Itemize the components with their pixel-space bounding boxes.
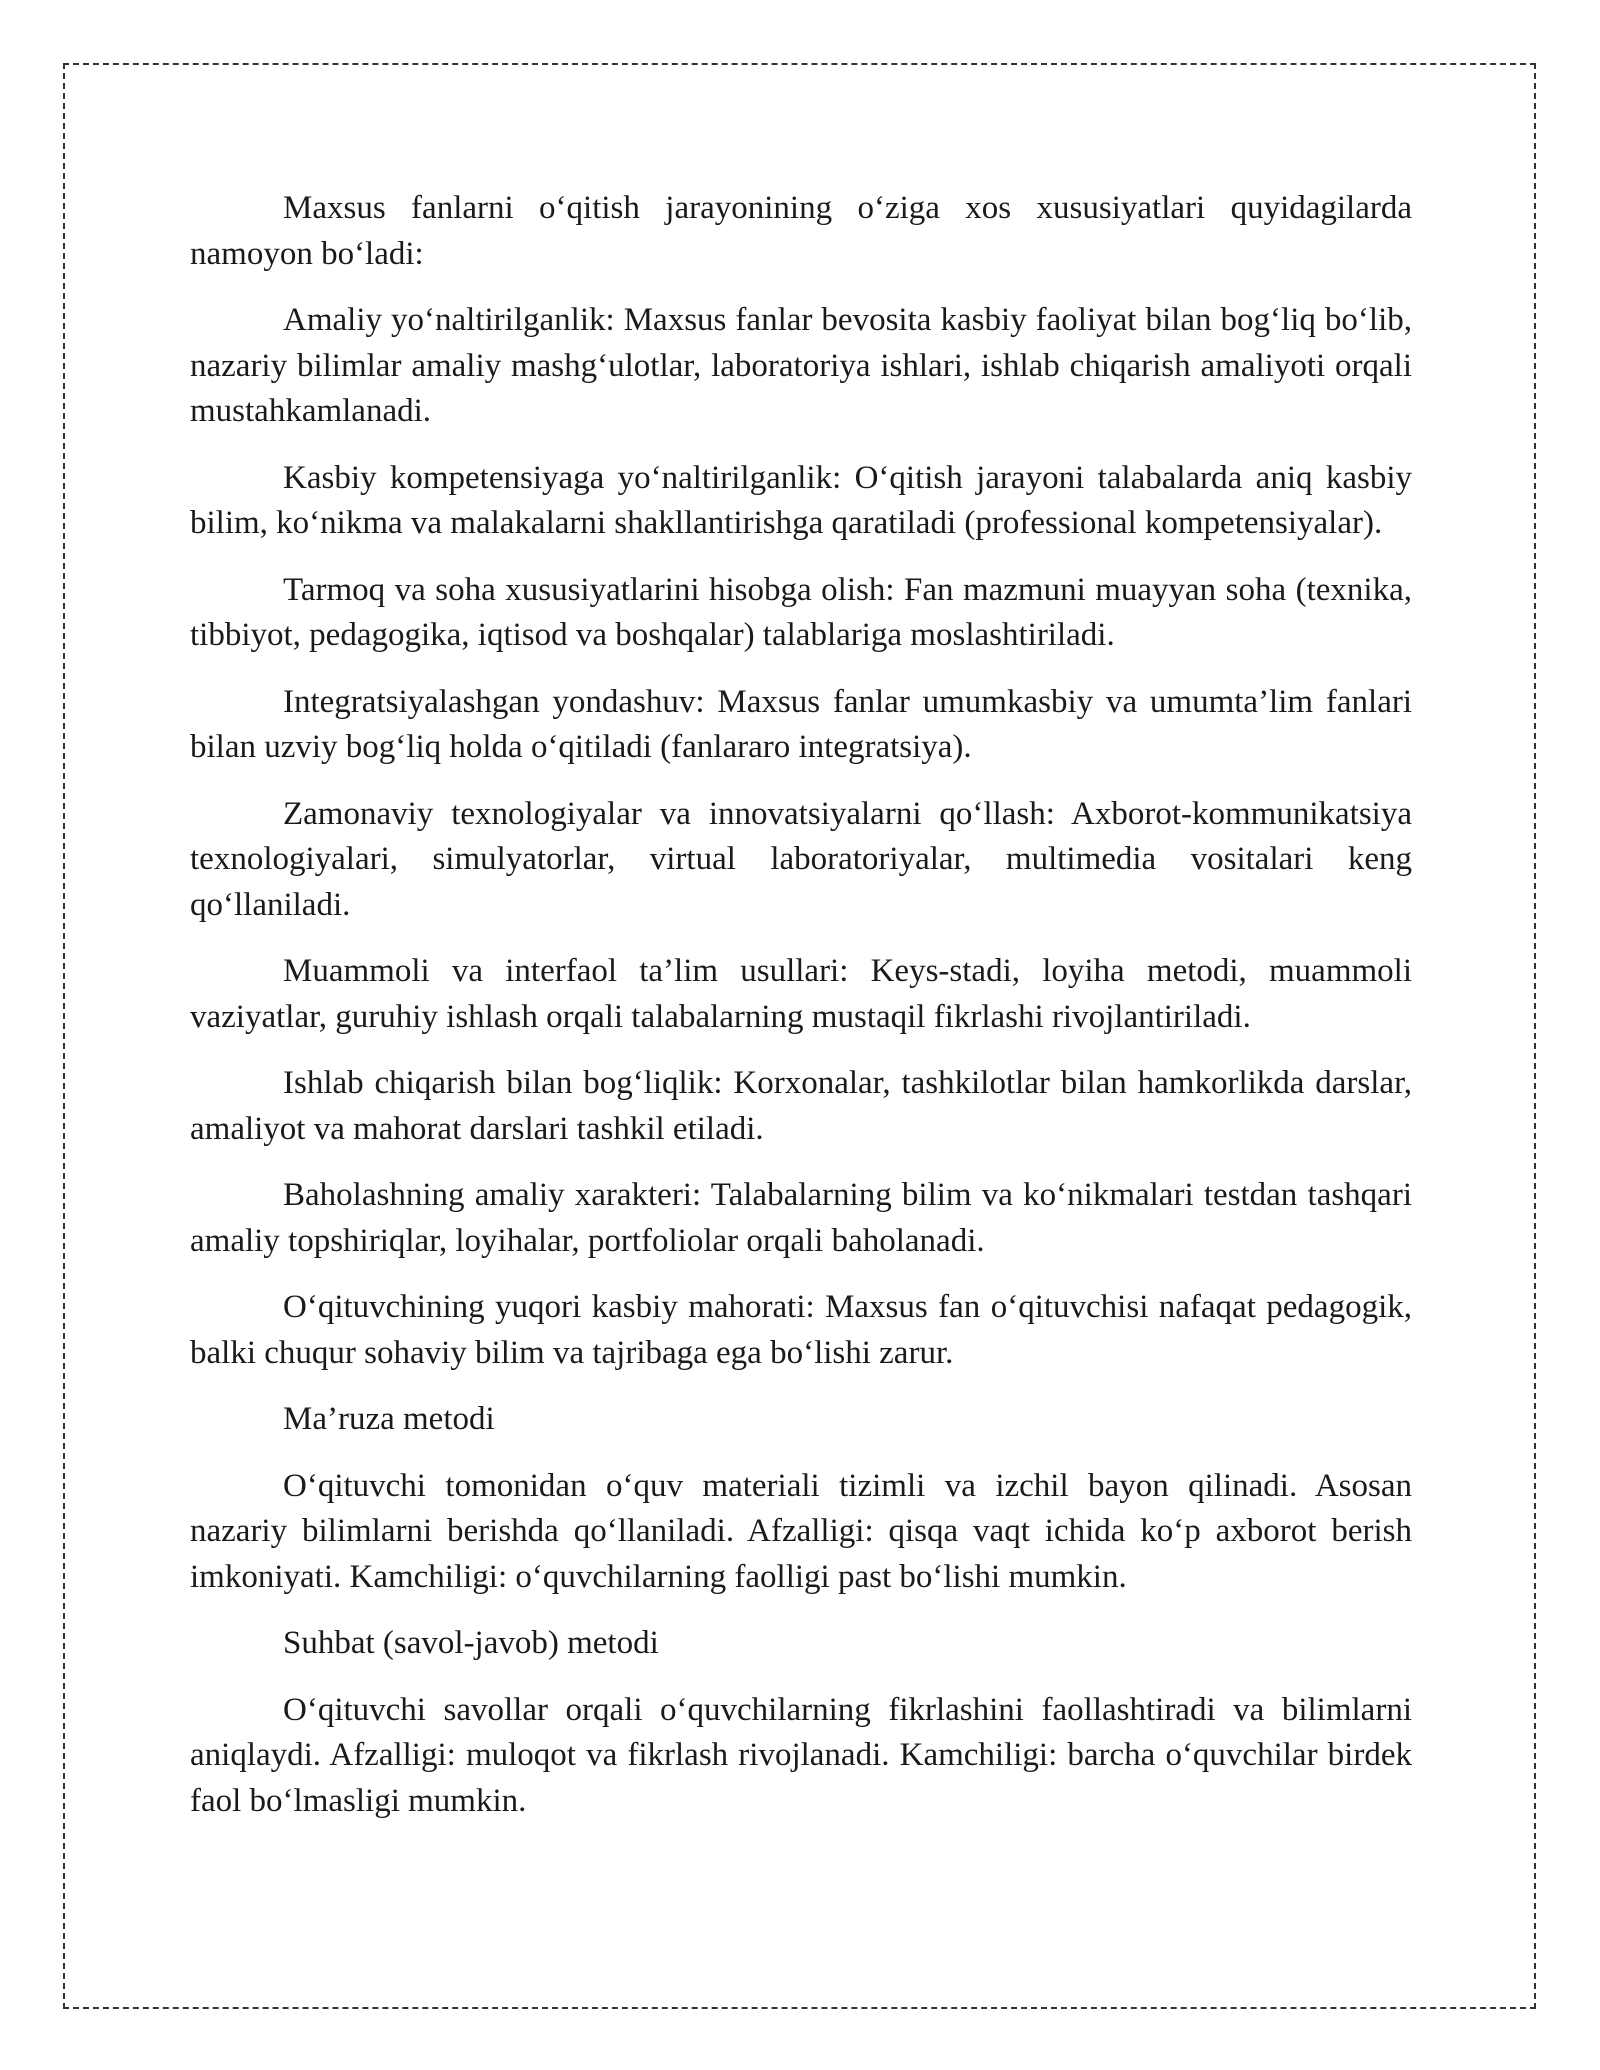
paragraph-conversation-method: O‘qituvchi savollar orqali o‘quvchilarning fikrlashini faollashtiradi va bilimlarni aniqlaydi. Afzalligi: muloqot va fikrlash rivojlanadi. Kamchiligi: barcha o‘quvchilar birdek faol bo‘lmasligi mumkin. [190, 1691, 1412, 1819]
paragraph-practical-assessment: Baholashning amaliy xarakteri: Talabalarning bilim va ko‘nikmalari testdan tashqari amaliy topshiriqlar, loyihalar, portfoliolar orqali baholanadi. [190, 1177, 1412, 1259]
paragraph-teacher-skill: O‘qituvchining yuqori kasbiy mahorati: Maxsus fan o‘qituvchisi nafaqat pedagogik, balki chuqur sohaviy bilim va tajribaga ega bo‘lishi zarur. [190, 1289, 1412, 1371]
paragraph-production-link: Ishlab chiqarish bilan bog‘liqlik: Korxonalar, tashkilotlar bilan hamkorlikda darslar, amaliyot va mahorat darslari tashkil etiladi. [190, 1065, 1412, 1147]
paragraph-practical-orientation: Amaliy yo‘naltirilganlik: Maxsus fanlar bevosita kasbiy faoliyat bilan bog‘liq bo‘lib, nazariy bilimlar amaliy mashg‘ulotlar, laboratoriya ishlari, ishlab chiqarish amaliyoti orqali mustahkamlanadi. [190, 302, 1412, 429]
paragraph-integrated-approach: Integratsiyalashgan yondashuv: Maxsus fanlar umumkasbiy va umumta’lim fanlari bilan uzviy bog‘liq holda o‘qitiladi (fanlararo integratsiya). [190, 683, 1412, 765]
section-heading-lecture-method: Ma’ruza metodi [283, 1401, 495, 1437]
paragraph-industry-specifics: Tarmoq va soha xususiyatlarini hisobga olish: Fan mazmuni muayyan soha (texnika, tibbiyot, pedagogika, iqtisod va boshqalar) talablariga moslashtiriladi. [190, 571, 1412, 653]
paragraph-competence-orientation: Kasbiy kompetensiyaga yo‘naltirilganlik: O‘qitish jarayoni talabalarda aniq kasbiy bilim, ko‘nikma va malakalarni shakllantirishga qaratiladi (professional kompetensiyalar). [190, 459, 1412, 541]
document-body [190, 186, 1412, 1845]
section-heading-conversation-method: Suhbat (savol-javob) metodi [283, 1625, 659, 1661]
paragraph-interactive-methods: Muammoli va interfaol ta’lim usullari: Keys-stadi, loyiha metodi, muammoli vaziyatlar, guruhiy ishlash orqali talabalarning mustaqil fikrlashi rivojlantiriladi. [190, 953, 1412, 1035]
paragraph-modern-technologies: Zamonaviy texnologiyalar va innovatsiyalarni qo‘llash: Axborot-kommunikatsiya texnologiyalari, simulyatorlar, virtual laboratoriyalar, multimedia vositalari keng qo‘llaniladi. [190, 795, 1412, 923]
paragraph-intro: Maxsus fanlarni o‘qitish jarayonining o‘ziga xos xususiyatlari quyidagilarda namoyon bo‘ladi: [190, 190, 1412, 272]
paragraph-lecture-method: O‘qituvchi tomonidan o‘quv materiali tizimli va izchil bayon qilinadi. Asosan nazariy bilimlarni berishda qo‘llaniladi. Afzalligi: qisqa vaqt ichida ko‘p axborot berish imkoniyati. Kamchiligi: o‘quvchilarning faolligi past bo‘lishi mumkin. [190, 1467, 1412, 1595]
